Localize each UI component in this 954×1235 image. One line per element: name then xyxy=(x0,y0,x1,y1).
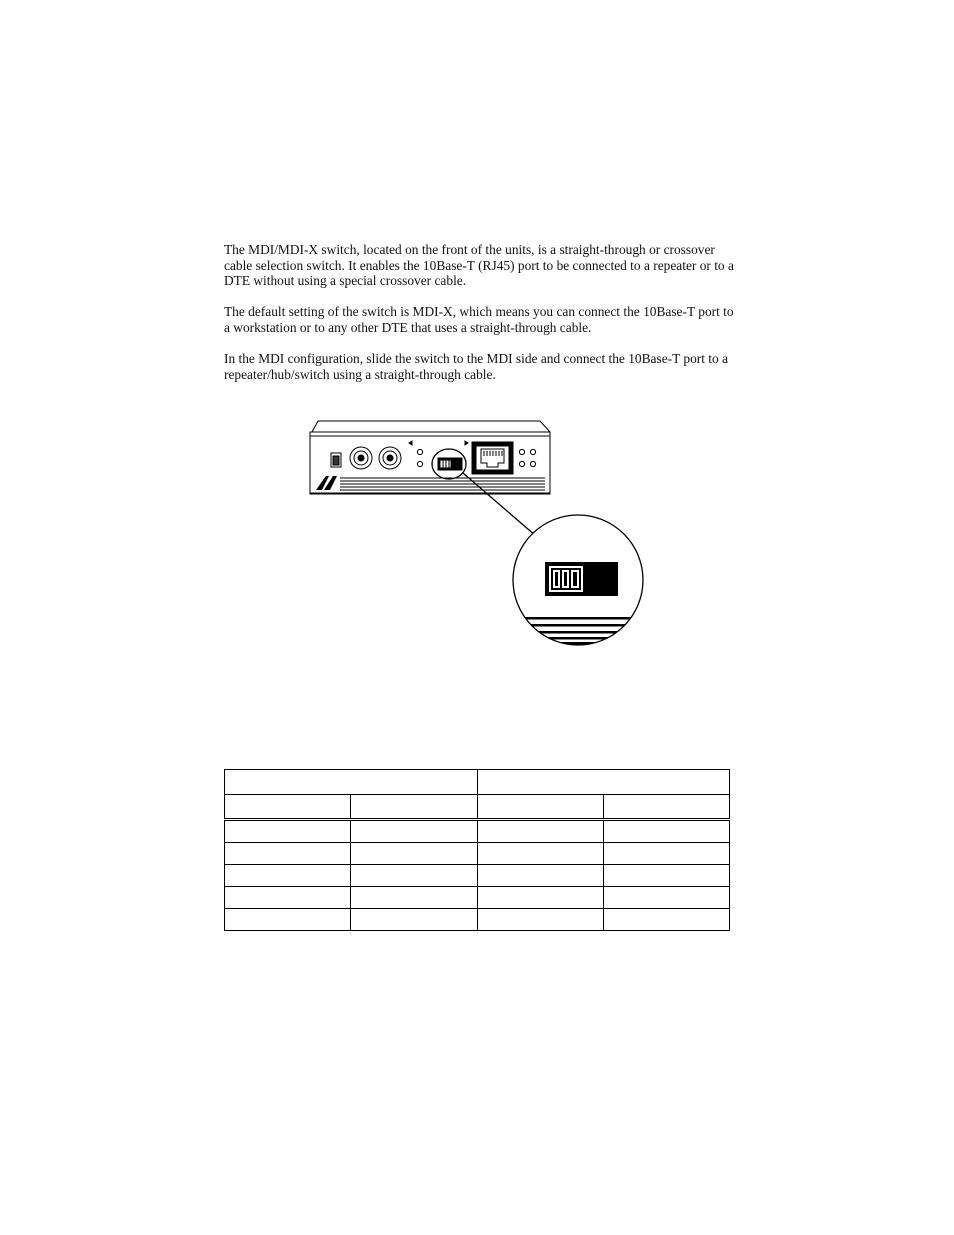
pinout-table xyxy=(224,769,730,931)
table-cell xyxy=(225,820,351,843)
table-header-row xyxy=(225,770,730,795)
table-row xyxy=(225,865,730,887)
bnc-connector-right xyxy=(379,447,401,469)
led-indicator xyxy=(519,461,524,466)
table-cell xyxy=(225,909,351,931)
table-row xyxy=(225,909,730,931)
table-row xyxy=(225,820,730,843)
paragraph-default-setting: The default setting of the switch is MDI-X, which means you can connect the 10Base-T port to a workstation or to any other DTE that uses a straight-through cable. xyxy=(224,304,734,335)
table-cell xyxy=(603,887,729,909)
table-cell xyxy=(351,909,477,931)
led-indicator xyxy=(519,449,524,454)
table-cell xyxy=(351,820,477,843)
table-row xyxy=(225,843,730,865)
magnified-switch-inset xyxy=(510,515,650,645)
led-indicator xyxy=(417,449,422,454)
table-cell xyxy=(477,909,603,931)
table-subheader-cell xyxy=(603,795,729,820)
table-cell xyxy=(225,865,351,887)
table-subheader-cell xyxy=(225,795,351,820)
mdi-switch-figure xyxy=(300,412,660,652)
table-subheader-row xyxy=(225,795,730,820)
table-cell xyxy=(603,843,729,865)
rj45-port xyxy=(472,442,513,474)
table-cell xyxy=(225,843,351,865)
led-indicator xyxy=(530,449,535,454)
table-cell xyxy=(603,865,729,887)
table-subheader-cell xyxy=(351,795,477,820)
table-cell xyxy=(477,820,603,843)
table-cell xyxy=(351,865,477,887)
paragraph-mdi-configuration: In the MDI configuration, slide the switch to the MDI side and connect the 10Base-T port to a repeater/hub/switch using a straight-through cable. xyxy=(224,351,729,382)
bnc-connector-left xyxy=(350,447,372,469)
table-cell xyxy=(477,843,603,865)
device-front-panel xyxy=(310,421,550,494)
table-cell xyxy=(603,820,729,843)
table-header-cell xyxy=(225,770,478,795)
table-cell xyxy=(351,843,477,865)
table-subheader-cell xyxy=(477,795,603,820)
led-indicator xyxy=(530,461,535,466)
table-cell xyxy=(603,909,729,931)
table-cell xyxy=(477,865,603,887)
table-header-cell xyxy=(477,770,730,795)
table-cell xyxy=(351,887,477,909)
table-cell xyxy=(225,887,351,909)
table-cell xyxy=(477,887,603,909)
led-indicator xyxy=(417,461,422,466)
table-row xyxy=(225,887,730,909)
paragraph-mdi-switch-intro: The MDI/MDI-X switch, located on the front of the units, is a straight-through or crossover cable selection switch. It enables the 10Base-T (RJ45) port to be connected to a repeater or to a DTE without using a special crossover cable. xyxy=(224,242,734,289)
